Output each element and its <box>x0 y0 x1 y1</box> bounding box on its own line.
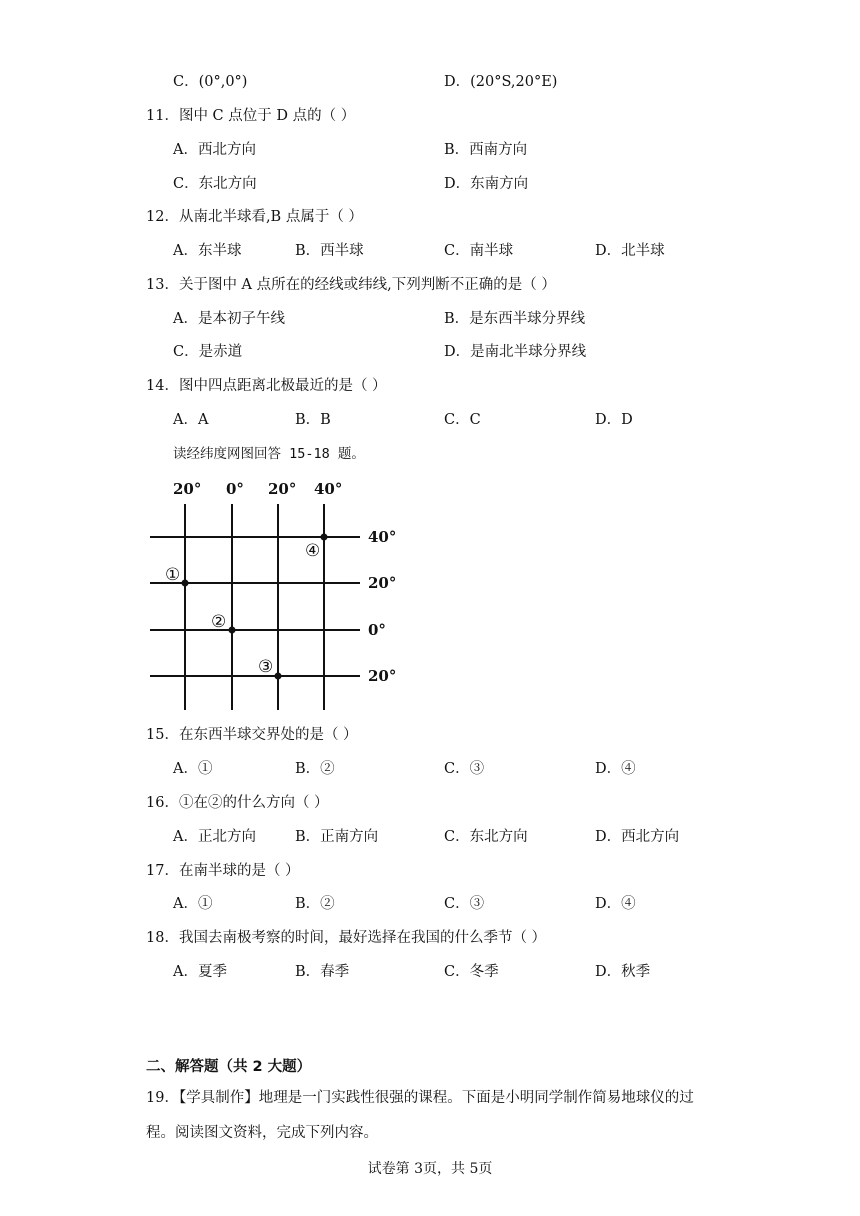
q18-option-d: D．秋季 <box>595 964 651 980</box>
q10-option-c: C．(0°,0°) <box>173 74 248 90</box>
point-2-dot <box>229 627 236 634</box>
point-4-label: ④ <box>305 541 321 561</box>
q10-option-d: D．(20°S,20°E) <box>444 74 558 90</box>
q12-option-a: A．东半球 <box>173 243 242 259</box>
q17-option-a: A．① <box>173 896 213 912</box>
top-label: 20° <box>173 480 202 498</box>
q14-option-d: D．D <box>595 412 633 428</box>
top-label: 20° <box>268 480 297 498</box>
q12-option-d: D．北半球 <box>595 243 665 259</box>
point-1-label: ① <box>165 565 181 585</box>
q13-option-b: B．是东西半球分界线 <box>444 311 586 327</box>
q14-stem: 14．图中四点距离北极最近的是（ ） <box>146 378 387 394</box>
point-3-label: ③ <box>258 657 274 677</box>
q16-stem: 16．①在②的什么方向（ ） <box>146 795 329 811</box>
q13-option-c: C．是赤道 <box>173 344 243 360</box>
top-label: 40° <box>314 480 343 498</box>
q15-option-d: D．④ <box>595 761 636 777</box>
section-heading: 二、解答题（共 2 大题） <box>146 1059 312 1075</box>
q16-option-c: C．东北方向 <box>444 829 528 845</box>
q14-option-b: B．B <box>295 412 331 428</box>
q18-option-b: B．春季 <box>295 964 350 980</box>
q13-option-d: D．是南北半球分界线 <box>444 344 587 360</box>
q13-stem: 13．关于图中 A 点所在的经线或纬线,下列判断不正确的是（ ） <box>146 277 556 293</box>
lat-lon-grid-figure <box>140 470 420 720</box>
q14-option-c: C．C <box>444 412 481 428</box>
q11-option-b: B．西南方向 <box>444 142 528 158</box>
q17-option-c: C．③ <box>444 896 485 912</box>
q15-option-c: C．③ <box>444 761 485 777</box>
q14-option-a: A．A <box>173 412 209 428</box>
point-4-dot <box>321 534 328 541</box>
q18-stem: 18．我国去南极考察的时间，最好选择在我国的什么季节（ ） <box>146 930 547 946</box>
page-footer: 试卷第 3页，共 5页 <box>367 1161 493 1177</box>
q15-option-b: B．② <box>295 761 335 777</box>
right-label: 0° <box>368 621 386 639</box>
right-label: 20° <box>368 667 397 685</box>
top-label: 0° <box>226 480 244 498</box>
q13-option-a: A．是本初子午线 <box>173 311 285 327</box>
point-3-dot <box>275 673 282 680</box>
q17-option-d: D．④ <box>595 896 636 912</box>
q15-option-a: A．① <box>173 761 213 777</box>
q15-stem: 15．在东西半球交界处的是（ ） <box>146 727 358 743</box>
right-label: 20° <box>368 574 397 592</box>
q16-option-b: B．正南方向 <box>295 829 379 845</box>
q17-option-b: B．② <box>295 896 335 912</box>
point-2-label: ② <box>211 612 227 632</box>
point-1-dot <box>182 580 189 587</box>
q16-option-d: D．西北方向 <box>595 829 680 845</box>
q19-line-1: 19．【学具制作】地理是一门实践性很强的课程。下面是小明同学制作简易地球仪的过 <box>146 1090 694 1106</box>
q12-option-c: C．南半球 <box>444 243 514 259</box>
q16-option-a: A．正北方向 <box>173 829 256 845</box>
q18-option-c: C．冬季 <box>444 964 499 980</box>
q12-stem: 12．从南北半球看,B 点属于（ ） <box>146 209 363 225</box>
q11-stem: 11．图中 C 点位于 D 点的（ ） <box>146 108 356 124</box>
q18-option-a: A．夏季 <box>173 964 227 980</box>
figure-intro: 读经纬度网图回答 15-18 题。 <box>173 446 365 462</box>
right-label: 40° <box>368 528 397 546</box>
q19-line-2: 程。阅读图文资料，完成下列内容。 <box>146 1125 378 1141</box>
q11-option-c: C．东北方向 <box>173 176 257 192</box>
q11-option-a: A．西北方向 <box>173 142 256 158</box>
q11-option-d: D．东南方向 <box>444 176 529 192</box>
q17-stem: 17．在南半球的是（ ） <box>146 863 300 879</box>
q12-option-b: B．西半球 <box>295 243 364 259</box>
